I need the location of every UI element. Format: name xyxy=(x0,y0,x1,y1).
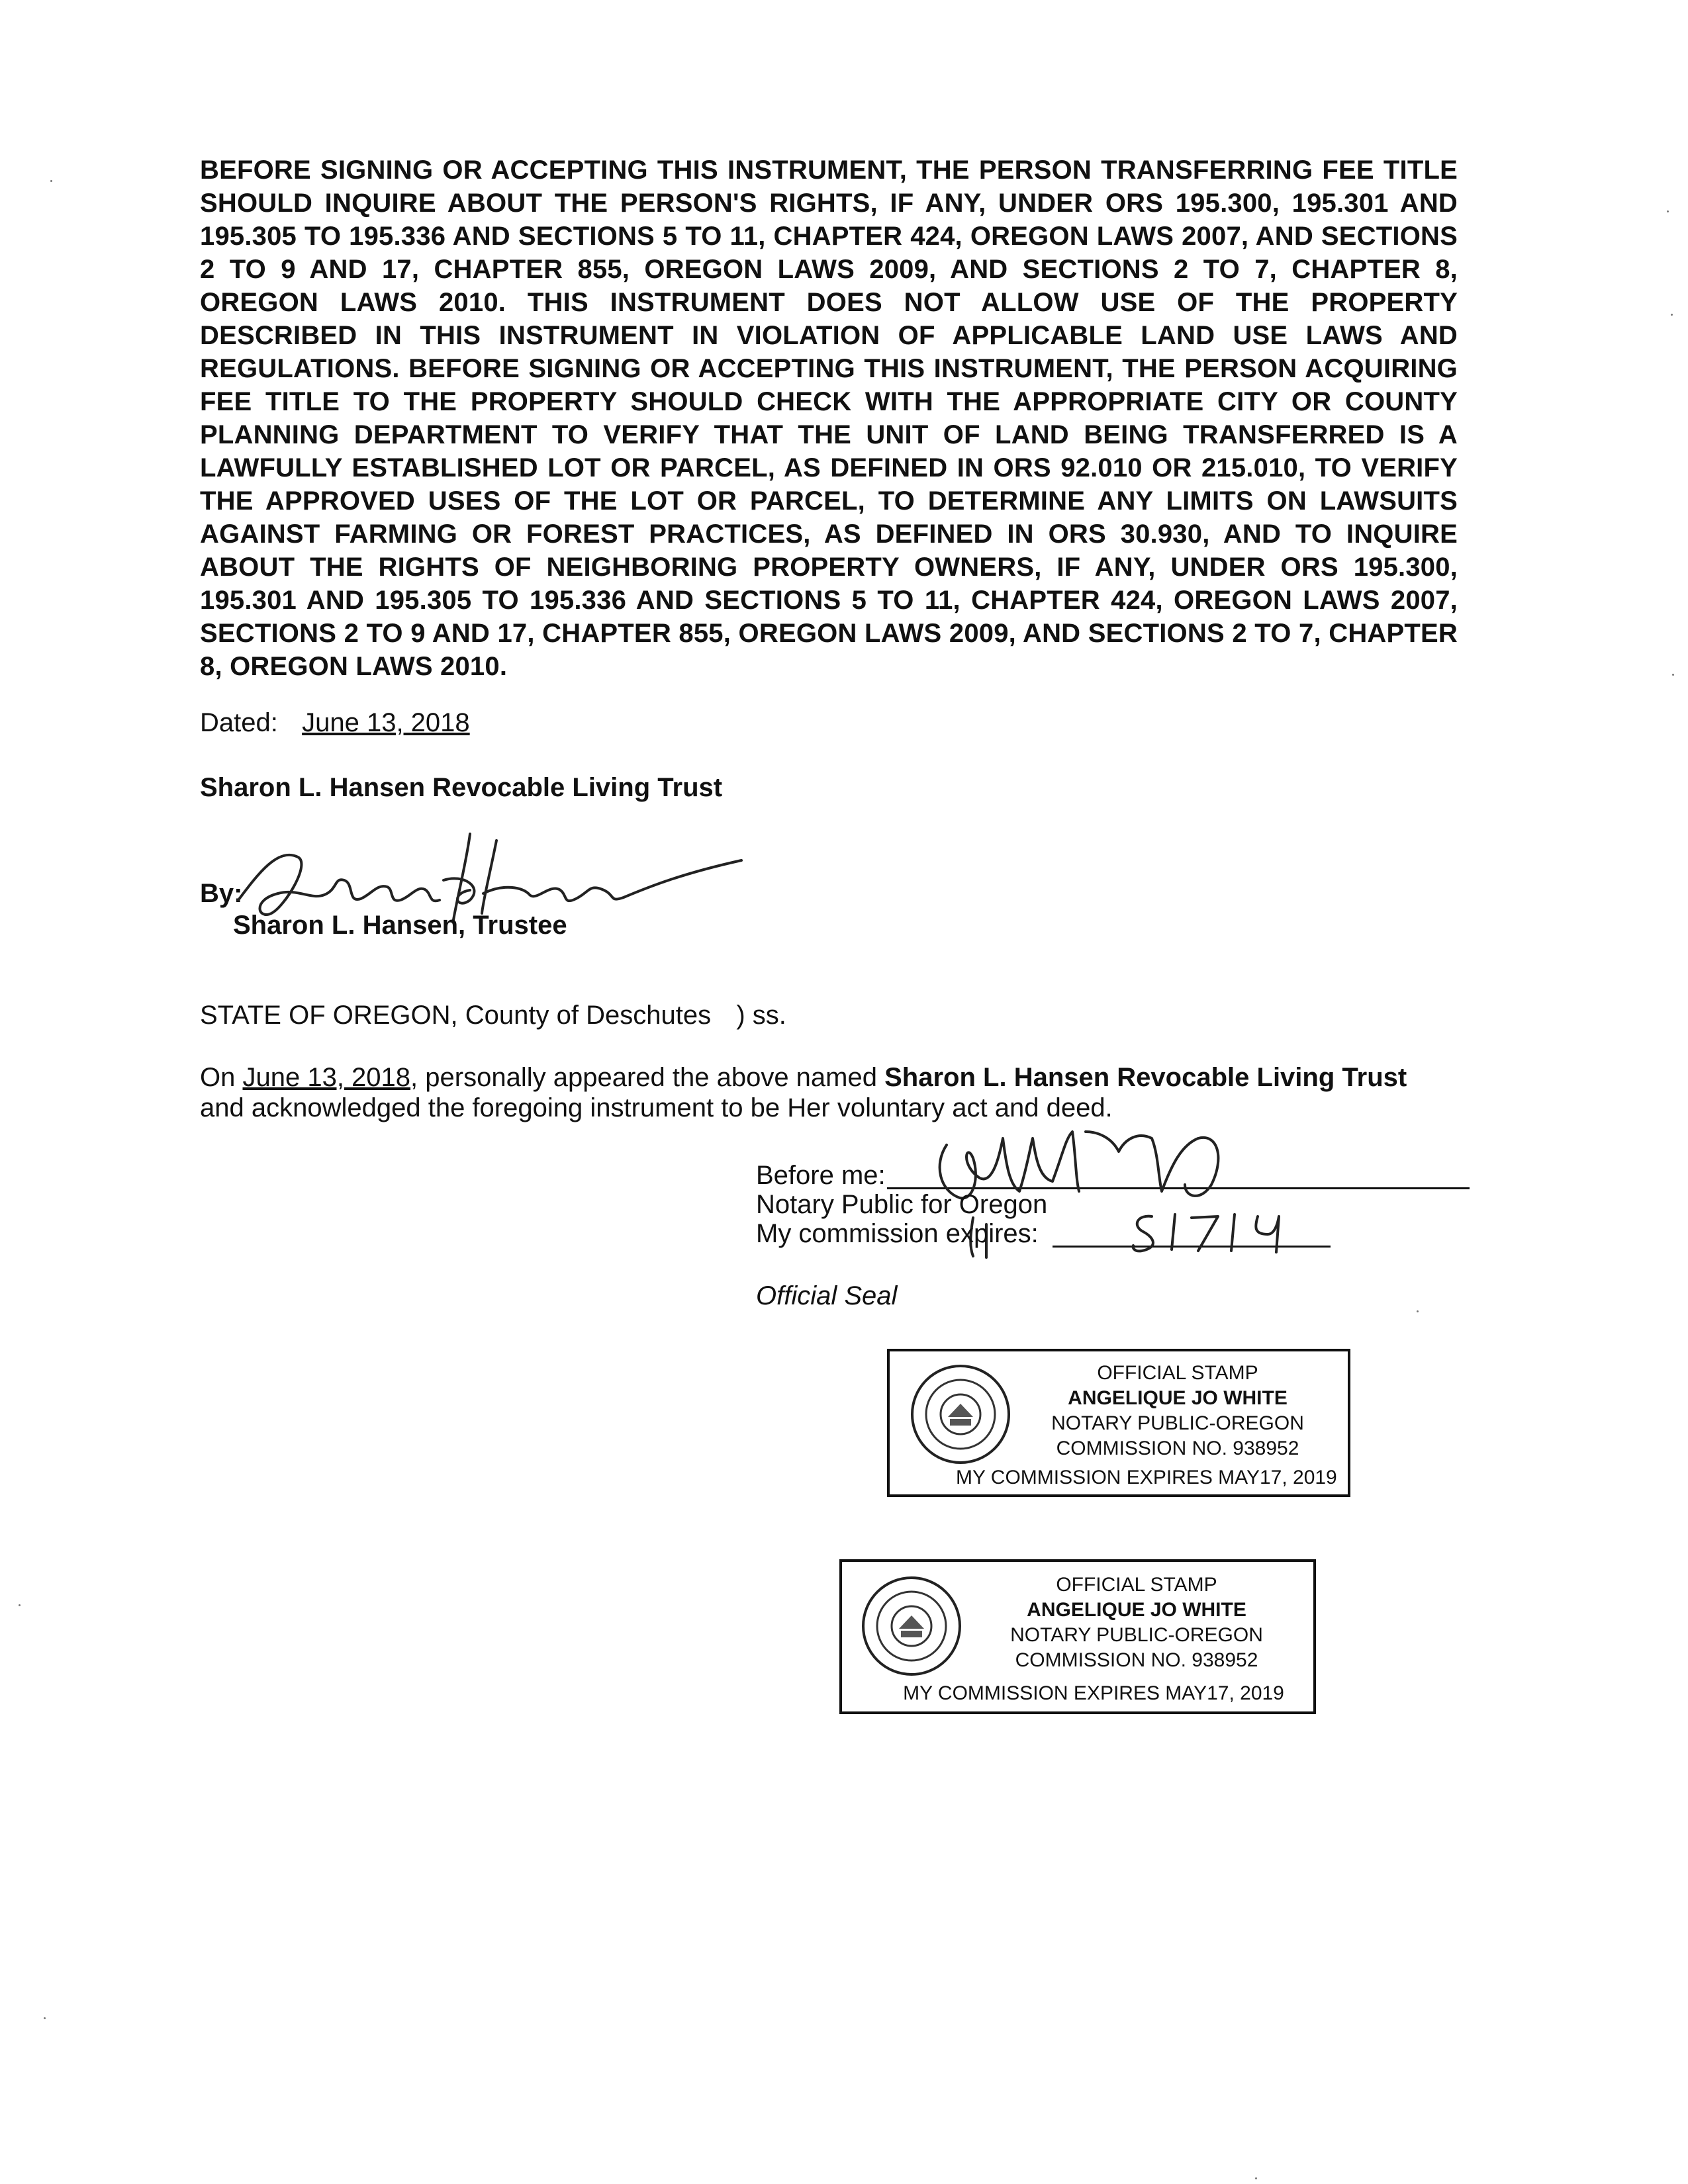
scan-speck xyxy=(1417,1310,1419,1312)
signer-name: Sharon L. Hansen, Trustee xyxy=(233,911,567,940)
stamp-notary-public: NOTARY PUBLIC-OREGON xyxy=(1051,1412,1304,1434)
venue-line xyxy=(200,999,786,1031)
land-use-disclosure: BEFORE SIGNING OR ACCEPTING THIS INSTRUMENT, THE PERSON TRANSFERRING FEE TITLE SHOULD INQUIRE ABOUT THE PERSON'S RIGHTS, IF ANY, UNDER ORS 195.300, 195.301 AND 195.305 TO 195.336 AND SECTIONS 5 TO 11, CHAPTER 424, OREGON LAWS 2007, AND SECTIONS 2 TO 9 AND 17, CHAPTER 855, OREGON LAWS 2009, AND SECTIONS 2 TO 7, CHAPTER 8, OREGON LAWS 2010. THIS INSTRUMENT DOES NOT ALLOW USE OF THE PROPERTY DESCRIBED IN THIS INSTRUMENT IN VIOLATION OF APPLICABLE LAND USE LAWS AND REGULATIONS. BEFORE SIGNING OR ACCEPTING THIS INSTRUMENT, THE PERSON ACQUIRING FEE TITLE TO THE PROPERTY SHOULD CHECK WITH THE APPROPRIATE CITY OR COUNTY PLANNING DEPARTMENT TO VERIFY THAT THE UNIT OF LAND BEING TRANSFERRED IS A LAWFULLY ESTABLISHED LOT OR PARCEL, AS DEFINED IN ORS 92.010 OR 215.010, TO VERIFY THE APPROVED USES OF THE LOT OR PARCEL, TO DETERMINE ANY LIMITS ON LAWSUITS AGAINST FARMING OR FOREST PRACTICES, AS DEFINED IN ORS 30.930, AND TO INQUIRE ABOUT THE RIGHTS OF NEIGHBORING PROPERTY OWNERS, IF ANY, UNDER ORS 195.300, 195.301 AND 195.305 TO 195.336 AND SECTIONS 5 TO 11, CHAPTER 424, OREGON LAWS 2007, SECTIONS 2 TO 9 AND 17, CHAPTER 855, OREGON LAWS 2009, AND SECTIONS 2 TO 7, CHAPTER 8, OREGON LAWS 2010. xyxy=(200,156,1458,681)
scan-speck xyxy=(1255,2177,1257,2179)
scan-speck xyxy=(19,1604,21,1606)
venue-state-county: STATE OF OREGON, County of Deschutes xyxy=(200,1001,712,1030)
stamp-notary-name: ANGELIQUE JO WHITE xyxy=(1068,1387,1288,1409)
acknowledgment-line-1 xyxy=(200,1062,1407,1093)
scan-speck xyxy=(50,180,52,182)
scan-speck xyxy=(1667,210,1669,212)
ack-middle: , personally appeared the above named xyxy=(410,1063,877,1092)
commission-expires-handwritten xyxy=(1125,1205,1324,1257)
notary-stamp xyxy=(887,1349,1350,1497)
before-me-label: Before me: xyxy=(756,1161,886,1190)
scan-speck xyxy=(1672,674,1674,676)
stamp-notary-public: NOTARY PUBLIC-OREGON xyxy=(1010,1624,1263,1646)
stamp-title: OFFICIAL STAMP xyxy=(1056,1574,1217,1596)
grantor-name: Sharon L. Hansen Revocable Living Trust xyxy=(200,773,723,802)
dated-line xyxy=(200,707,470,739)
dated-label: Dated: xyxy=(200,708,278,737)
notary-public-label: Notary Public for Oregon xyxy=(756,1190,1048,1219)
stamp-notary-name: ANGELIQUE JO WHITE xyxy=(1027,1599,1246,1621)
stamp-expires: MY COMMISSION EXPIRES MAY17, 2019 xyxy=(956,1467,1337,1488)
oregon-state-seal xyxy=(911,1365,1010,1464)
stamp-commission-number: COMMISSION NO. 938952 xyxy=(1015,1649,1258,1671)
scan-speck xyxy=(44,2017,46,2019)
stamp-expires: MY COMMISSION EXPIRES MAY17, 2019 xyxy=(903,1682,1284,1704)
venue-ss: ) ss. xyxy=(736,1001,786,1030)
stamp-title: OFFICIAL STAMP xyxy=(1097,1362,1258,1384)
stamp-lines xyxy=(1022,1361,1333,1461)
notary-stamp-duplicate xyxy=(839,1559,1316,1714)
ack-name: Sharon L. Hansen Revocable Living Trust xyxy=(884,1063,1407,1092)
ack-date: June 13, 2018 xyxy=(242,1063,411,1092)
dated-value: June 13, 2018 xyxy=(302,708,470,737)
oregon-state-seal xyxy=(862,1576,961,1676)
official-seal-label: Official Seal xyxy=(756,1281,898,1310)
stamp-lines xyxy=(974,1572,1299,1673)
commission-expires-label: My commission expires: xyxy=(756,1219,1039,1248)
ack-prefix: On xyxy=(200,1063,236,1092)
acknowledgment-line-2: and acknowledged the foregoing instrument to be Her voluntary act and deed. xyxy=(200,1093,1113,1122)
stamp-commission-number: COMMISSION NO. 938952 xyxy=(1056,1437,1299,1459)
by-label: By: xyxy=(200,879,243,908)
scan-speck xyxy=(1671,314,1673,316)
